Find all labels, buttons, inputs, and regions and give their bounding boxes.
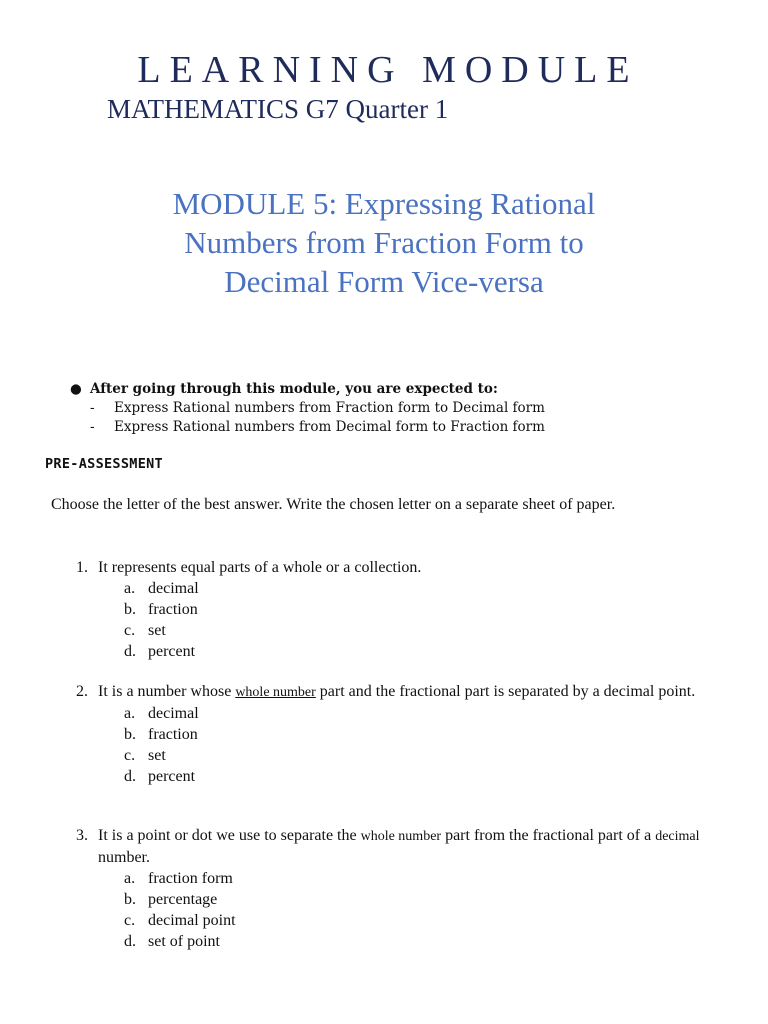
pre-assessment-heading: PRE-ASSESSMENT bbox=[45, 456, 163, 472]
option-text: percentage bbox=[148, 891, 218, 908]
module-title-line-2: Numbers from Fraction Form to bbox=[184, 225, 584, 260]
option-text: percent bbox=[148, 643, 196, 660]
dash-icon: - bbox=[90, 419, 95, 435]
question-1 bbox=[76, 557, 706, 662]
question-text: It represents equal parts of a whole or a collection. bbox=[98, 559, 422, 576]
answer-option bbox=[76, 724, 706, 745]
option-text: decimal bbox=[148, 580, 199, 597]
question-text: It is a point or dot we use to separate the bbox=[98, 827, 361, 844]
option-letter: a. bbox=[124, 870, 136, 887]
answer-option bbox=[76, 910, 706, 931]
answer-options bbox=[76, 703, 706, 787]
bullet-icon: ● bbox=[70, 381, 82, 397]
question-number: 1. bbox=[76, 559, 88, 576]
option-text: decimal point bbox=[148, 912, 236, 929]
question-stem bbox=[76, 681, 706, 703]
learning-objectives bbox=[70, 380, 545, 437]
objective-item bbox=[70, 399, 545, 418]
option-text: decimal bbox=[148, 705, 199, 722]
option-text: fraction form bbox=[148, 870, 233, 887]
question-stem bbox=[76, 825, 706, 868]
option-letter: b. bbox=[124, 726, 136, 743]
answer-option bbox=[76, 889, 706, 910]
option-text: percent bbox=[148, 768, 196, 785]
option-letter: c. bbox=[124, 622, 136, 639]
objective-item bbox=[70, 418, 545, 437]
option-letter: d. bbox=[124, 643, 136, 660]
question-text: number. bbox=[98, 849, 150, 866]
objective-text: Express Rational numbers from Decimal form to Fraction form bbox=[114, 419, 545, 435]
document-title: LEARNING MODULE bbox=[137, 49, 639, 91]
option-letter: d. bbox=[124, 933, 136, 950]
objective-text: Express Rational numbers from Fraction form to Decimal form bbox=[114, 400, 545, 416]
answer-option bbox=[76, 868, 706, 889]
answer-options bbox=[76, 578, 706, 662]
answer-option bbox=[76, 745, 706, 766]
option-text: fraction bbox=[148, 726, 198, 743]
question-text: It is a number whose bbox=[98, 683, 236, 700]
option-text: fraction bbox=[148, 601, 198, 618]
objectives-lead bbox=[70, 380, 545, 399]
answer-option bbox=[76, 766, 706, 787]
answer-option bbox=[76, 703, 706, 724]
option-letter: b. bbox=[124, 891, 136, 908]
answer-option bbox=[76, 931, 706, 952]
question-number: 2. bbox=[76, 683, 88, 700]
instructions: Choose the letter of the best answer. Write the chosen letter on a separate sheet of paper. bbox=[51, 496, 616, 513]
objectives-lead-text: After going through this module, you are expected to: bbox=[90, 381, 498, 397]
module-title bbox=[0, 184, 768, 301]
option-letter: a. bbox=[124, 580, 136, 597]
question-text: part and the fractional part is separated by a decimal point. bbox=[315, 683, 696, 700]
answer-option bbox=[76, 620, 706, 641]
question-text: decimal bbox=[655, 829, 700, 844]
dash-icon: - bbox=[90, 400, 95, 416]
answer-options bbox=[76, 868, 706, 952]
question-text: part from the fractional part of a bbox=[441, 827, 656, 844]
answer-option bbox=[76, 641, 706, 662]
module-title-line-3: Decimal Form Vice-versa bbox=[224, 264, 544, 299]
option-letter: c. bbox=[124, 747, 136, 764]
answer-option bbox=[76, 578, 706, 599]
question-2 bbox=[76, 681, 706, 787]
option-letter: a. bbox=[124, 705, 136, 722]
option-letter: d. bbox=[124, 768, 136, 785]
question-stem bbox=[76, 557, 706, 578]
option-letter: c. bbox=[124, 912, 136, 929]
question-text-underlined: whole number bbox=[235, 685, 316, 700]
question-text: whole number bbox=[360, 829, 442, 844]
document-subtitle: MATHEMATICS G7 Quarter 1 bbox=[107, 94, 449, 124]
question-3 bbox=[76, 825, 706, 952]
answer-option bbox=[76, 599, 706, 620]
question-number: 3. bbox=[76, 827, 88, 844]
module-title-line-1: MODULE 5: Expressing Rational bbox=[172, 186, 596, 221]
option-text: set bbox=[148, 622, 166, 639]
option-text: set bbox=[148, 747, 166, 764]
option-text: set of point bbox=[148, 933, 220, 950]
option-letter: b. bbox=[124, 601, 136, 618]
